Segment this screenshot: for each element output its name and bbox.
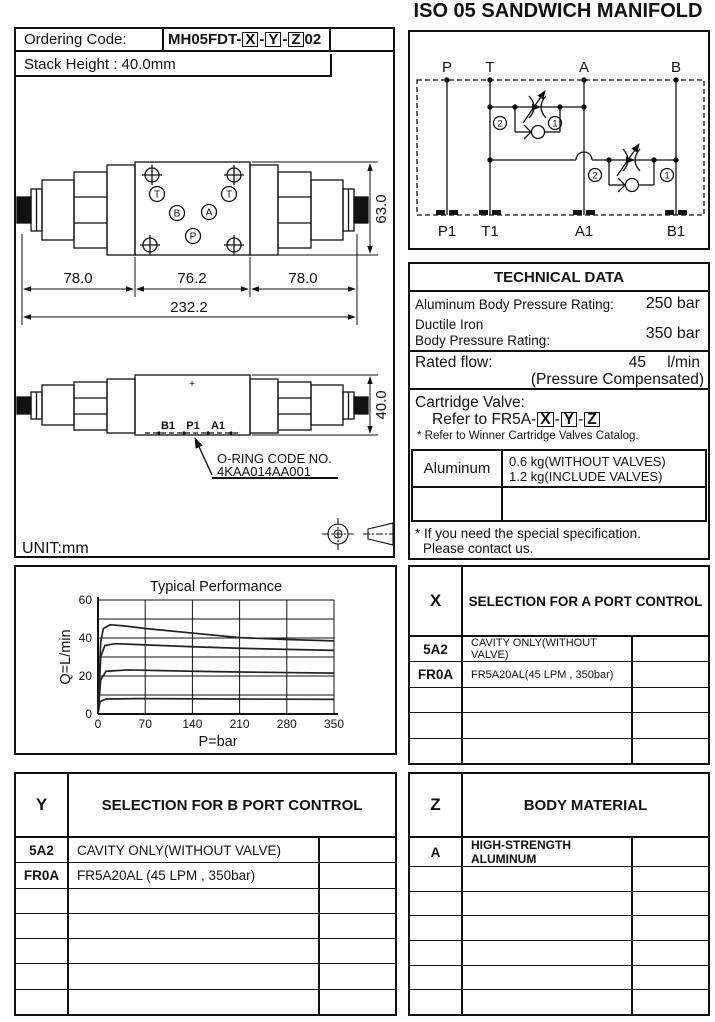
cell-code: FR0A [410,662,463,686]
check-valve-icon [532,126,545,139]
junction-dots [444,77,678,162]
code-y-box: Y [265,32,281,47]
cell-code [410,688,463,712]
cell-code [16,889,69,913]
dim-label-height-top: 63.0 [373,194,390,224]
svg-text:210: 210 [229,717,250,731]
cell-code [16,914,69,938]
cell-code: FR0A [16,863,69,887]
table-row [410,688,708,713]
ordering-code-value: MH05FDT- X - Y - Z 02 [164,29,331,50]
schematic-port-b: B [670,59,682,76]
cell-code [410,990,463,1014]
cell-extra [633,941,708,965]
cart-y-box: Y [561,412,577,427]
weight-table [411,449,707,522]
rated-flow-row: Rated flow: 45 l/min (Pressure Compensated) [410,352,708,390]
cell-desc [69,990,320,1014]
ductile-pressure-value: 350 bar [645,325,700,342]
cell-desc: CAVITY ONLY(WITHOUT VALVE) [463,637,633,661]
technical-drawing [16,29,393,556]
side-port-p1: P1 [186,420,200,432]
hydraulic-schematic [410,32,708,248]
weight-value-cell: 0.6 kg(WITHOUT VALVES) 1.2 kg(INCLUDE VALVES) [503,451,705,488]
body-material-code: Z [410,774,463,836]
table-row [410,966,708,991]
table-row [16,863,395,888]
svg-text:20: 20 [78,669,92,683]
cell-desc [463,688,633,712]
projection-symbol-icon [322,518,393,550]
cell-extra [320,863,395,887]
svg-text:140: 140 [182,717,203,731]
body-material-title: BODY MATERIAL [523,796,648,814]
cell-code [410,966,463,990]
svg-text:0: 0 [85,707,92,721]
svg-text:280: 280 [276,717,297,731]
cell-desc [463,713,633,737]
cell-desc [69,914,320,938]
cell-extra [633,867,708,891]
check-valve-icon [626,179,639,192]
side-port-b1: B1 [160,420,176,432]
cell-extra [633,966,708,990]
cell-extra [633,739,708,763]
cell-code [410,892,463,916]
cell-code [410,867,463,891]
ordering-code-empty-cell [331,29,393,50]
table-row [410,713,708,738]
cell-code [16,964,69,988]
weight-empty-cell [413,488,503,520]
chart-title: Typical Performance [149,579,283,595]
cell-desc [463,941,633,965]
cell-code [16,990,69,1014]
page-title: ISO 05 SANDWICH MANIFOLD [413,0,703,22]
top-view-drawing [17,162,368,255]
cell-desc [463,739,633,763]
flow-control-valve-2 [589,144,677,192]
schematic-port-a1: A1 [574,223,594,240]
table-row [16,889,395,914]
selection-y-code: Y [16,774,69,836]
cell-extra [633,688,708,712]
rated-flow-value: 45 [628,354,646,371]
cart-x-box: X [537,412,553,427]
cell-code [410,916,463,940]
schematic-port-a: A [578,59,590,76]
weight-empty-cell [503,488,705,520]
port-label-b: B [173,208,181,220]
schematic-port-b1: B1 [666,223,686,240]
side-view-drawing [17,375,390,479]
cell-code: A [410,838,463,866]
selection-table-y [14,772,397,1016]
cell-desc [463,916,633,940]
cell-code: 5A2 [410,637,463,661]
flow-control-valve-1 [490,91,584,139]
drawing-panel [14,27,395,558]
body-material-body [410,838,708,1014]
dim-label-total: 232.2 [170,299,208,316]
cell-extra [320,939,395,963]
svg-text:70: 70 [138,717,152,731]
table-row [16,838,395,863]
table-row [16,914,395,939]
selection-table-x [408,565,710,765]
unit-label: UNIT:mm [22,540,89,556]
valve2-port1-label: 1 [664,170,670,182]
performance-chart-panel [14,565,397,755]
technical-data-header: TECHNICAL DATA [410,264,708,292]
plus-mark: + [189,379,195,390]
cartridge-valve-row: Cartridge Valve: Refer to FR5A- X - Y - Z * Refer to Winner Cartridge Valves Catalog. [415,394,639,442]
svg-text:40: 40 [78,631,92,645]
side-port-a1: A1 [210,420,226,432]
cell-desc [463,892,633,916]
weight-material-cell: Aluminum [413,451,503,488]
cell-extra [320,889,395,913]
cartridge-catalog-note: * Refer to Winner Cartridge Valves Catalog. [417,430,639,442]
schematic-port-p: P [441,59,453,76]
table-row [410,916,708,941]
bottom-port-marks [436,210,687,215]
table-row [410,867,708,892]
cell-extra [320,990,395,1014]
cell-desc: CAVITY ONLY(WITHOUT VALVE) [69,838,320,862]
chart-xlabel: P=bar [198,734,238,750]
chart-ylabel: Q=L/min [58,629,74,685]
top-view-dimensions [22,162,390,325]
cell-extra [320,964,395,988]
body-material-header [410,774,708,838]
cell-desc [463,990,633,1014]
schematic-port-p1: P1 [437,223,457,240]
valve1-port2-label: 2 [497,118,503,130]
port-label-a: A [205,207,213,219]
selection-x-code: X [410,567,463,635]
cell-desc: FR5A20AL(45 LPM , 350bar) [463,662,633,686]
performance-chart [16,567,395,753]
selection-y-title: SELECTION FOR B PORT CONTROL [101,796,363,814]
table-row [410,892,708,917]
svg-text:0: 0 [94,717,102,731]
cell-code: 5A2 [16,838,69,862]
port-label-p: P [189,231,197,243]
cell-extra [633,662,708,686]
special-spec-note: * If you need the special specification. Please contact us. [415,526,641,556]
cell-desc [463,867,633,891]
table-row [16,964,395,989]
technical-data-panel [408,262,710,560]
oring-note-line2: 4KAA014AA001 [217,464,311,479]
schematic-port-t: T [485,59,495,76]
port-label-t-left: T [153,189,161,201]
cart-z-box: Z [584,412,599,427]
code-x-box: X [242,32,258,47]
oring-note-line1: O-RING CODE NO. [217,451,332,466]
selection-x-title: SELECTION FOR A PORT CONTROL [468,593,703,609]
cell-extra [320,838,395,862]
cell-extra [633,990,708,1014]
valve2-port2-label: 2 [592,170,598,182]
table-row [410,739,708,763]
table-row [16,939,395,964]
cell-extra [633,892,708,916]
cell-code [410,713,463,737]
table-row [410,838,708,867]
cell-extra [320,914,395,938]
selection-y-body [16,838,395,1014]
code-z-box: Z [288,32,303,47]
cell-desc [69,939,320,963]
cell-desc [69,889,320,913]
dim-label-left: 78.0 [63,270,93,287]
stack-height-label: Stack Height : 40.0mm [16,54,332,77]
dim-label-height-side: 40.0 [373,390,390,420]
svg-text:350: 350 [323,717,345,731]
ductile-pressure-row: Ductile Iron Body Pressure Rating: 350 bar [410,317,708,352]
cell-extra [633,713,708,737]
cell-code [410,739,463,763]
table-row [410,990,708,1014]
cell-extra [633,838,708,866]
selection-x-body [410,637,708,763]
svg-text:60: 60 [78,593,92,607]
table-row [16,990,395,1014]
valve1-port1-label: 1 [552,118,558,130]
cell-code [16,939,69,963]
ordering-code-label: Ordering Code: [16,29,164,50]
port-label-t-right: T [225,189,233,201]
cell-desc [69,964,320,988]
selection-y-header [16,774,395,838]
ordering-code-box [16,29,393,52]
cell-desc: FR5A20AL (45 LPM , 350bar) [69,863,320,887]
cell-desc: HIGH-STRENGTH ALUMINUM [463,838,633,866]
aluminum-pressure-row: Aluminum Body Pressure Rating: 250 bar [415,295,700,312]
table-row [410,637,708,662]
cell-desc [463,966,633,990]
body-material-table [408,772,710,1016]
cell-extra [633,637,708,661]
cell-extra [633,916,708,940]
table-row [410,941,708,966]
aluminum-pressure-value: 250 bar [645,295,700,312]
dim-label-center: 76.2 [177,270,207,287]
schematic-port-t1: T1 [481,223,499,240]
cell-code [410,941,463,965]
dim-label-right: 78.0 [288,270,318,287]
hydraulic-schematic-panel [408,30,710,250]
table-row [410,662,708,687]
selection-x-header [410,567,708,637]
